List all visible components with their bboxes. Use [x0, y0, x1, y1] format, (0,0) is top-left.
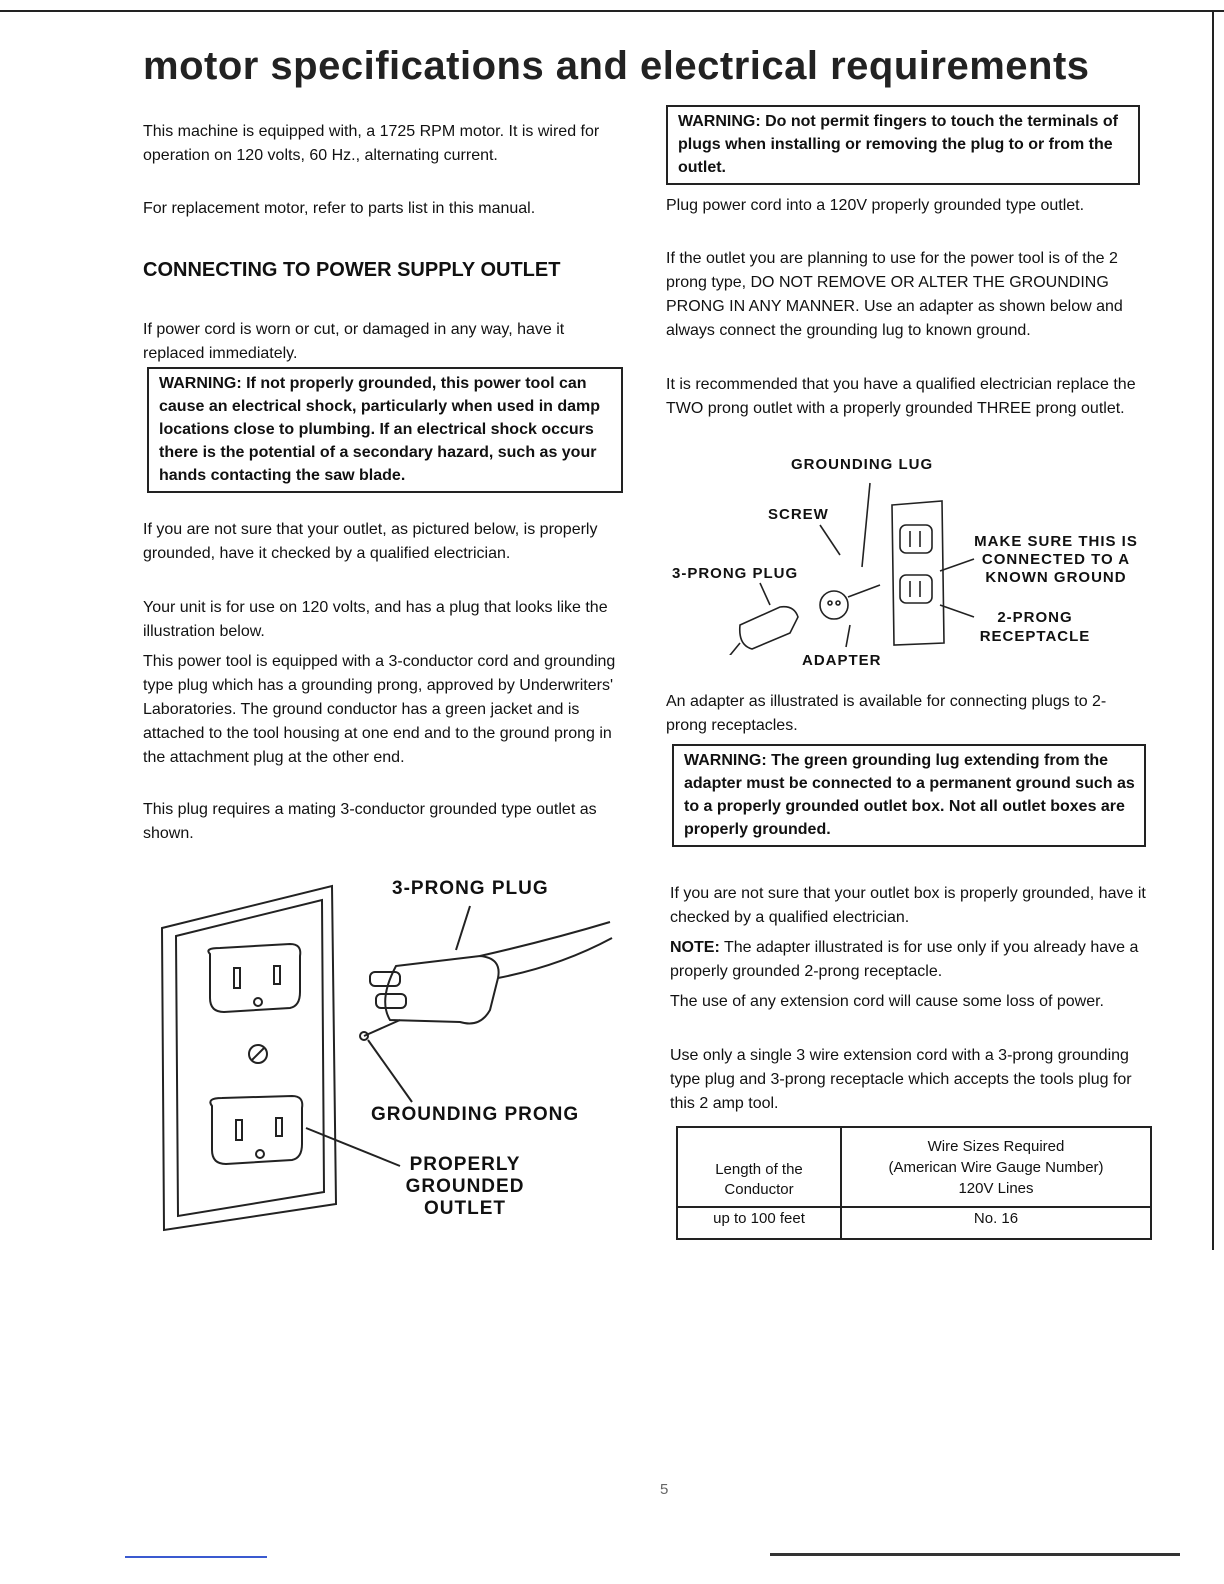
table-row	[677, 1207, 1151, 1239]
warning-box-fingers: WARNING: Do not permit fingers to touch the terminals of plugs when installing or removing the plug to or from the outlet.	[666, 105, 1140, 185]
label-2-prong-receptacle	[970, 608, 1100, 646]
label-adapter-3-prong-plug: 3-PRONG PLUG	[672, 565, 799, 582]
header-wire-sizes	[841, 1127, 1151, 1207]
note-paragraph	[670, 936, 1148, 984]
label-3-prong-plug: 3-PRONG PLUG	[392, 878, 549, 899]
label-sure-line1: MAKE SURE THIS IS	[974, 533, 1138, 550]
label-screw: SCREW	[768, 506, 829, 523]
outlet-check-paragraph: If you are not sure that your outlet, as pictured below, is properly grounded, have it checked by a qualified electrician.	[143, 521, 598, 562]
label-grounding-prong: GROUNDING PRONG	[371, 1104, 580, 1125]
table-header-row	[677, 1127, 1151, 1207]
label-sure-line2: CONNECTED TO A	[981, 551, 1131, 568]
warning-box-lug: WARNING: The green grounding lug extending from the adapter must be connected to a permanent ground such as to a properly grounded outlet box. Not all outlet boxes are properly grounded.	[672, 744, 1146, 847]
adapter-outlet-plate	[892, 501, 944, 645]
top-rule	[0, 10, 1224, 12]
header-wire-line2: (American Wire Gauge Number)	[888, 1158, 1104, 1176]
adapter-available-paragraph: An adapter as illustrated is available for connecting plugs to 2-prong receptacles.	[666, 693, 1107, 734]
label-grounded-outlet	[400, 1154, 530, 1220]
label-outlet-line1: PROPERLY	[409, 1154, 521, 1175]
power-cord-paragraph: If power cord is worn or cut, or damaged in any way, have it replaced immediately.	[143, 321, 565, 362]
warning-box-grounding: WARNING: If not properly grounded, this power tool can cause an electrical shock, particularly when used in damp locations close to plumbing. If an electrical shock occurs there is the potential of a secondary hazard, such as your hands contacting the saw blade.	[147, 367, 623, 493]
outlet-box-paragraph: If you are not sure that your outlet box is properly grounded, have it checked by a qualified electrician.	[670, 885, 1146, 926]
three-prong-plug	[385, 956, 498, 1024]
header-wire-line1: Wire Sizes Required	[927, 1137, 1065, 1155]
page-number: 5	[660, 1481, 669, 1498]
header-length: Length of the Conductor	[677, 1127, 841, 1207]
label-sure-line3: KNOWN GROUND	[985, 569, 1127, 586]
label-grounding-lug: GROUNDING LUG	[791, 456, 934, 473]
plug-power-cord-paragraph: Plug power cord into a 120V properly grounded type outlet.	[666, 197, 1085, 214]
adapter-three-prong-plug	[740, 607, 798, 649]
cell-gauge: No. 16	[841, 1207, 1151, 1239]
qualified-electrician-paragraph: It is recommended that you have a qualified electrician replace the TWO prong outlet with a properly grounded THREE prong outlet.	[666, 376, 1136, 417]
label-make-sure	[966, 533, 1146, 587]
extension-cord-paragraph: Use only a single 3 wire extension cord with a 3-prong grounding type plug and 3-prong receptacle which accepts the tools plug for this 2 amp tool.	[670, 1047, 1132, 1112]
cell-length: up to 100 feet	[677, 1207, 841, 1239]
adapter	[820, 591, 848, 619]
note-text: The adapter illustrated is for use only if you already have a properly grounded 2-prong receptacle.	[670, 939, 1139, 980]
page-title: motor specifications and electrical requirements	[143, 44, 1090, 88]
two-prong-paragraph: If the outlet you are planning to use for the power tool is of the 2 prong type, DO NOT REMOVE OR ALTER THE GROUNDING PRONG IN ANY MANNER. Use an adapter as shown below and always connect the grounding lug to known ground.	[666, 250, 1123, 339]
outlet-plug-illustration	[150, 870, 630, 1240]
replacement-motor-paragraph: For replacement motor, refer to parts list in this manual.	[143, 200, 536, 217]
intro-paragraph: This machine is equipped with, a 1725 RPM motor. It is wired for operation on 120 volts, 60 Hz., alternating current.	[143, 123, 600, 164]
cord-description-paragraph: This power tool is equipped with a 3-conductor cord and grounding type plug which has a grounding prong, approved by Underwriters' Laboratories. The ground conductor has a green jacket and is attached to the tool housing at one end and to the ground prong in the attachment plug at the other end.	[143, 653, 616, 766]
side-rule	[1212, 10, 1214, 1250]
label-receptacle-line1: 2-PRONG	[997, 609, 1073, 626]
two-prong-receptacle	[900, 575, 932, 603]
blue-rule	[125, 1556, 267, 1558]
label-outlet-line2: GROUNDED	[405, 1176, 525, 1197]
mating-outlet-paragraph: This plug requires a mating 3-conductor grounded type outlet as shown.	[143, 801, 597, 842]
extension-loss-paragraph: The use of any extension cord will cause some loss of power.	[670, 993, 1104, 1010]
label-outlet-line3: OUTLET	[424, 1198, 506, 1219]
note-label: NOTE:	[670, 939, 720, 956]
header-wire-line3: 120V Lines	[958, 1179, 1034, 1197]
section-heading: CONNECTING TO POWER SUPPLY OUTLET	[143, 259, 561, 281]
voltage-paragraph: Your unit is for use on 120 volts, and has a plug that looks like the illustration below.	[143, 599, 608, 640]
label-receptacle-line2: RECEPTACLE	[979, 628, 1091, 645]
label-adapter: ADAPTER	[802, 652, 882, 669]
wire-size-table	[676, 1126, 1152, 1240]
bottom-rule	[770, 1553, 1180, 1556]
